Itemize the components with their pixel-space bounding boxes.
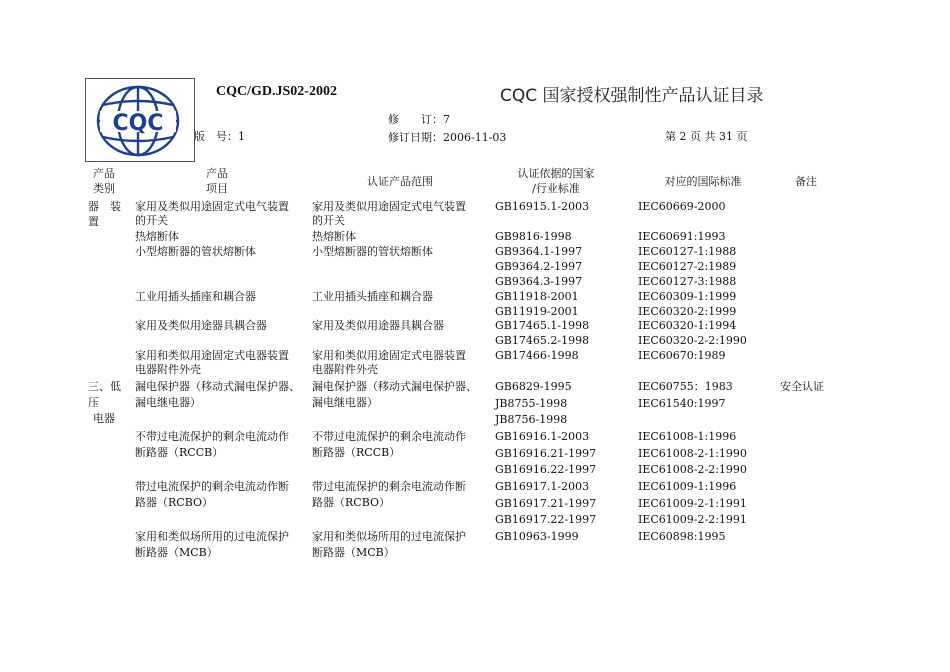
row3-national-c: GB9364.3-1997 <box>495 275 583 288</box>
row4-international-b: IEC60320-2:1999 <box>638 305 737 318</box>
row7-remark: 安全认证 <box>780 380 824 393</box>
row9-national-b: GB16917.21-1997 <box>495 497 597 510</box>
row3-scope-a: 小型熔断器的管状熔断体 <box>312 245 433 258</box>
revision-date-info <box>388 129 506 145</box>
page-info: 第 2 页 共 31 页 <box>665 130 748 143</box>
row2-international-a: IEC60691:1993 <box>638 230 726 243</box>
col-header-scope: 认证产品范围 <box>367 175 433 188</box>
row5-scope-a: 家用及类似用途器具耦合器 <box>312 319 444 332</box>
row6-international-a: IEC60670:1989 <box>638 349 726 362</box>
row5-international-a: IEC60320-1:1994 <box>638 319 737 332</box>
row3-national-a: GB9364.1-1997 <box>495 245 583 258</box>
row7-national-c: JB8756-1998 <box>495 413 568 426</box>
category-device-a: 器 装 <box>88 200 121 213</box>
row10-scope-b: 断路器（MCB） <box>312 546 395 559</box>
row6-scope-b: 电器附件外壳 <box>312 363 378 376</box>
row1-item-b: 的开关 <box>135 214 168 227</box>
category-low-voltage-a: 三、低 <box>88 380 121 393</box>
row7-national-a: GB6829-1995 <box>495 380 572 393</box>
col-header-item-line2: 项目 <box>206 182 228 195</box>
version-label: 版 号： <box>194 130 238 143</box>
row10-scope-a: 家用和类似场所用的过电流保护 <box>312 530 466 543</box>
row1-national-a: GB16915.1-2003 <box>495 200 590 213</box>
row1-international-a: IEC60669-2000 <box>638 200 726 213</box>
col-header-international-standard: 对应的国际标准 <box>664 175 742 188</box>
row5-item-a: 家用及类似用途器具耦合器 <box>135 319 267 332</box>
row2-national-a: GB9816-1998 <box>495 230 572 243</box>
revision-date-value: 2006-11-03 <box>443 131 507 144</box>
row6-item-a: 家用和类似用途固定式电器装置 <box>135 349 289 362</box>
row3-national-b: GB9364.2-1997 <box>495 260 583 273</box>
row9-item-a: 带过电流保护的剩余电流动作断 <box>135 480 289 493</box>
col-header-category-line2: 类别 <box>93 182 115 195</box>
row5-national-b: GB17465.2-1998 <box>495 334 590 347</box>
row3-international-a: IEC60127-1:1988 <box>638 245 737 258</box>
category-low-voltage-b: 压 <box>88 396 99 409</box>
col-header-remarks: 备注 <box>795 175 817 188</box>
row9-national-a: GB16917.1-2003 <box>495 480 590 493</box>
row5-international-b: IEC60320-2-2:1990 <box>638 334 747 347</box>
row2-item-a: 热熔断体 <box>135 230 179 243</box>
row8-national-b: GB16916.21-1997 <box>495 447 597 460</box>
cqc-logo <box>85 78 195 162</box>
version-info <box>194 128 245 144</box>
row6-scope-a: 家用和类似用途固定式电器装置 <box>312 349 466 362</box>
row1-item-a: 家用及类似用途固定式电气装置 <box>135 200 289 213</box>
revision-info <box>388 111 450 127</box>
row7-scope-a: 漏电保护器（移动式漏电保护器、 <box>312 380 477 393</box>
globe-logo-icon <box>86 79 194 161</box>
row9-national-c: GB16917.22-1997 <box>495 513 597 526</box>
col-header-national-standard <box>496 166 616 196</box>
row9-international-b: IEC61009-2-1:1991 <box>638 497 747 510</box>
row8-scope-b: 断路器（RCCB） <box>312 446 401 459</box>
row3-international-c: IEC60127-3:1988 <box>638 275 737 288</box>
row6-item-b: 电器附件外壳 <box>135 363 201 376</box>
row6-national-a: GB17466-1998 <box>495 349 579 362</box>
col-header-category-line1: 产品 <box>93 167 115 180</box>
col-header-national-line1: 认证依据的国家 <box>517 167 595 180</box>
row7-international-a: IEC60755：1983 <box>638 380 733 393</box>
category-device-b: 置 <box>88 215 99 228</box>
row7-national-b: JB8755-1998 <box>495 397 568 410</box>
col-header-item-line1: 产品 <box>206 167 228 180</box>
row4-item-a: 工业用插头插座和耦合器 <box>135 290 256 303</box>
row8-international-c: IEC61008-2-2:1990 <box>638 463 747 476</box>
row7-scope-b: 漏电继电器） <box>312 396 378 409</box>
document-code: CQC/GD.JS02-2002 <box>216 84 337 99</box>
revision-label: 修 订： <box>388 113 443 126</box>
row8-item-b: 断路器（RCCB） <box>135 446 224 459</box>
row8-item-a: 不带过电流保护的剩余电流动作 <box>135 430 289 443</box>
revision-value: 7 <box>443 113 450 126</box>
row10-item-a: 家用和类似场所用的过电流保护 <box>135 530 289 543</box>
row7-item-b: 漏电继电器） <box>135 396 201 409</box>
col-header-item <box>196 166 238 196</box>
row3-item-a: 小型熔断器的管状熔断体 <box>135 245 256 258</box>
row2-scope-a: 热熔断体 <box>312 230 356 243</box>
row7-international-b: IEC61540:1997 <box>638 397 726 410</box>
category-low-voltage-c: 电器 <box>93 412 115 425</box>
row10-national-a: GB10963-1999 <box>495 530 579 543</box>
row10-international-a: IEC60898:1995 <box>638 530 726 543</box>
document-title: CQC 国家授权强制性产品认证目录 <box>500 86 764 106</box>
row8-scope-a: 不带过电流保护的剩余电流动作 <box>312 430 466 443</box>
col-header-national-line2: /行业标准 <box>532 182 580 195</box>
revision-date-label: 修订日期： <box>388 131 443 144</box>
svg-text:CQC: CQC <box>112 111 164 136</box>
row4-national-a: GB11918-2001 <box>495 290 579 303</box>
row4-national-b: GB11919-2001 <box>495 305 579 318</box>
row1-scope-b: 的开关 <box>312 214 345 227</box>
row8-international-b: IEC61008-2-1:1990 <box>638 447 747 460</box>
col-header-category <box>84 166 124 196</box>
row8-national-c: GB16916.22-1997 <box>495 463 597 476</box>
row10-item-b: 断路器（MCB） <box>135 546 218 559</box>
row8-international-a: IEC61008-1:1996 <box>638 430 737 443</box>
row1-scope-a: 家用及类似用途固定式电气装置 <box>312 200 466 213</box>
row4-scope-a: 工业用插头插座和耦合器 <box>312 290 433 303</box>
row9-scope-a: 带过电流保护的剩余电流动作断 <box>312 480 466 493</box>
row9-scope-b: 路器（RCBO） <box>312 496 391 509</box>
version-value: 1 <box>238 130 245 143</box>
row9-international-a: IEC61009-1:1996 <box>638 480 737 493</box>
row7-item-a: 漏电保护器（移动式漏电保护器、 <box>135 380 300 393</box>
row8-national-a: GB16916.1-2003 <box>495 430 590 443</box>
row9-item-b: 路器（RCBO） <box>135 496 214 509</box>
row9-international-c: IEC61009-2-2:1991 <box>638 513 747 526</box>
row4-international-a: IEC60309-1:1999 <box>638 290 737 303</box>
row3-international-b: IEC60127-2:1989 <box>638 260 737 273</box>
row5-national-a: GB17465.1-1998 <box>495 319 590 332</box>
